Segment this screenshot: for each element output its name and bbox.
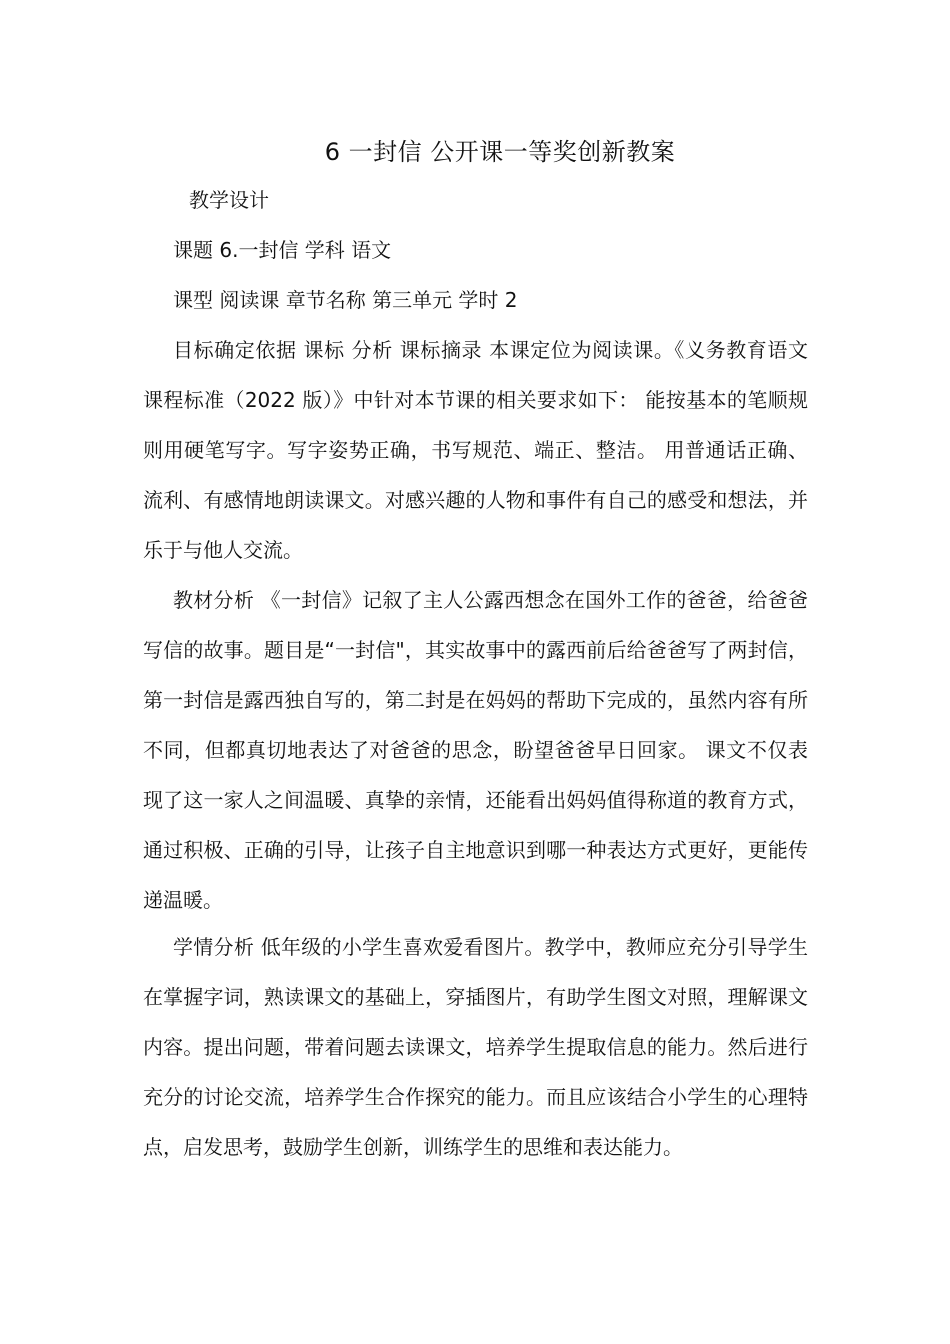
student-analysis-paragraph: 学情分析 低年级的小学生喜欢爱看图片。教学中，教师应充分引导学生在掌握字词，熟读课文的基础上，穿插图片，有助学生图文对照，理解课文内容。提出问题，带着问题去读课文，培养学生提取信息的能力。然后进行充分的讨论交流，培养学生合作探究的能力。而且应该结合小学生的心理特点，启发思考，鼓励学生创新，训练学生的思维和表达能力。 [143, 935, 808, 1159]
material-analysis-paragraph: 教材分析 《一封信》记叙了主人公露西想念在国外工作的爸爸，给爸爸写信的故事。题目是“一封信"，其实故事中的露西前后给爸爸写了两封信，第一封信是露西独自写的，第二封是在妈妈的帮助下完成的，虽然内容有所不同，但都真切地表达了对爸爸的思念，盼望爸爸早日回家。 课文不仅表现了这一家人之间温暖、真挚的亲情，还能看出妈妈值得称道的教育方式，通过积极、正确的引导，让孩子自主地意识到哪一种表达方式更好，更能传递温暖。 [143, 588, 808, 912]
section-heading: 教学设计 [189, 188, 269, 212]
lesson-type-line: 课型 阅读课 章节名称 第三单元 学时 2 [173, 288, 518, 312]
objectives-paragraph: 目标确定依据 课标 分析 课标摘录 本课定位为阅读课。《义务教育语文课程标准（2022 版）》中针对本节课的相关要求如下： 能按基本的笔顺规则用硬笔写字。写字姿势正确，书写规范、端正、整洁。 用普通话正确、流利、有感情地朗读课文。对感兴趣的人物和事件有自己的感受和想法，并乐于与他人交流。 [143, 338, 808, 562]
subject-line: 课题 6.一封信 学科 语文 [173, 238, 392, 262]
document-title: 6 一封信 公开课一等奖创新教案 [324, 138, 676, 166]
